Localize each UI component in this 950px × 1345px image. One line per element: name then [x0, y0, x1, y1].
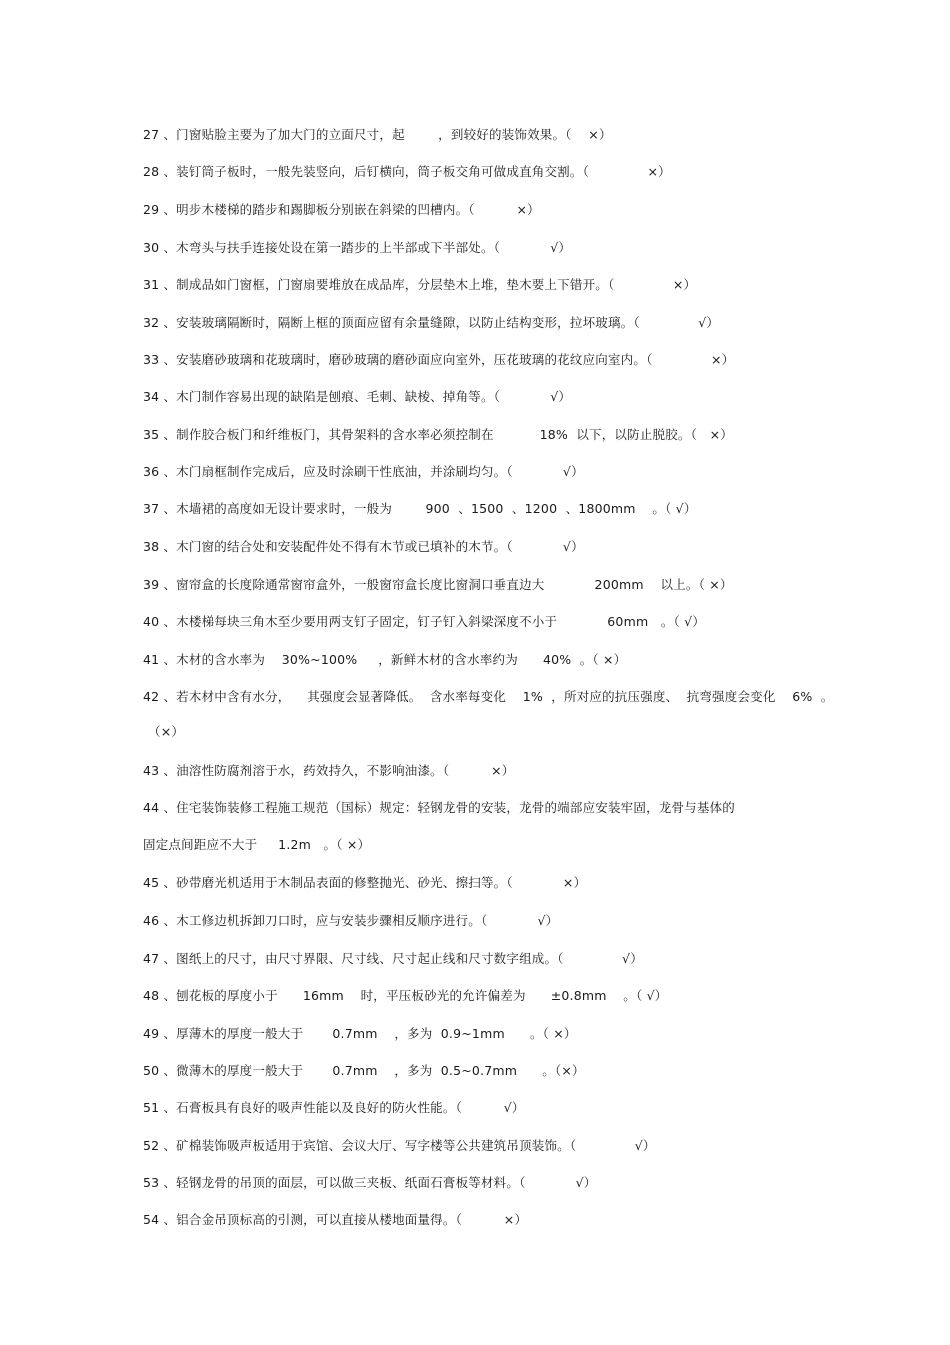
question-27: 27 、门窗贴脸主要为了加大门的立面尺寸，起 ，到较好的装饰效果。（ ×）: [143, 127, 612, 142]
question-54: 54 、铝合金吊顶标高的引测，可以直接从楼地面量得。（ ×）: [143, 1212, 528, 1227]
question-51: 51 、石膏板具有良好的吸声性能以及良好的防火性能。（ √）: [143, 1100, 525, 1115]
question-47: 47 、图纸上的尺寸，由尺寸界限、尺寸线、尺寸起止线和尺寸数字组成。（ √）: [143, 951, 643, 966]
question-28: 28 、装钉筒子板时，一般先装竖向，后钉横向，筒子板交角可做成直角交割。（ ×）: [143, 164, 671, 179]
question-36: 36 、木门扇框制作完成后，应及时涂刷干性底油，并涂刷均匀。（ √）: [143, 464, 584, 479]
question-30: 30 、木弯头与扶手连接处设在第一踏步的上半部或下半部处。（ √）: [143, 240, 572, 255]
question-52: 52 、矿棉装饰吸声板适用于宾馆、会议大厅、写字楼等公共建筑吊顶装饰。（ √）: [143, 1138, 656, 1153]
question-34: 34 、木门制作容易出现的缺陷是刨痕、毛刺、缺棱、掉角等。（ √）: [143, 389, 572, 404]
question-40: 40 、木楼梯每块三角木至少要用两支钉子固定，钉子钉入斜梁深度不小于 60mm 。（ √）: [143, 614, 706, 629]
question-43: 43 、油溶性防腐剂溶于水，药效持久，不影响油漆。（ ×）: [143, 763, 515, 778]
question-44: 44 、住宅装饰装修工程施工规范（国标）规定：轻钢龙骨的安装，龙骨的端部应安装牢固，龙骨与基体的: [143, 800, 735, 815]
question-32: 32 、安装玻璃隔断时，隔断上框的顶面应留有余量缝隙，以防止结构变形，拉坏玻璃。（ √）: [143, 315, 720, 330]
question-41: 41 、木材的含水率为 30%~100% ，新鲜木材的含水率约为 40% 。（ ×）: [143, 652, 627, 667]
question-46: 46 、木工修边机拆卸刀口时，应与安装步骤相反顺序进行。（ √）: [143, 913, 559, 928]
question-35: 35 、制作胶合板门和纤维板门，其骨架料的含水率必须控制在 18% 以下，以防止脱胶。（ ×）: [143, 427, 733, 442]
question-42-answer: （×）: [148, 724, 185, 739]
question-31: 31 、制成品如门窗框，门窗扇要堆放在成品库，分层垫木上堆，垫木要上下错开。（ ×）: [143, 277, 697, 292]
question-39: 39 、窗帘盒的长度除通常窗帘盒外，一般窗帘盒长度比窗洞口垂直边大 200mm 以上。（ ×）: [143, 577, 733, 592]
question-29: 29 、明步木楼梯的踏步和踢脚板分别嵌在斜梁的凹槽内。（ ×）: [143, 202, 540, 217]
question-37: 37 、木墙裙的高度如无设计要求时，一般为 900 、1500 、1200 、1800mm 。（ √）: [143, 501, 697, 516]
question-44-continued: 固定点间距应不大于 1.2m 。（ ×）: [143, 837, 371, 852]
question-38: 38 、木门窗的结合处和安装配件处不得有木节或已填补的木节。（ √）: [143, 539, 584, 554]
question-49: 49 、厚薄木的厚度一般大于 0.7mm ，多为 0.9~1mm 。（ ×）: [143, 1026, 577, 1041]
question-53: 53 、轻钢龙骨的吊顶的面层，可以做三夹板、纸面石膏板等材料。（ √）: [143, 1175, 597, 1190]
question-45: 45 、砂带磨光机适用于木制品表面的修整抛光、砂光、擦扫等。（ ×）: [143, 875, 587, 890]
question-50: 50 、微薄木的厚度一般大于 0.7mm ，多为 0.5~0.7mm 。（×）: [143, 1063, 585, 1078]
question-33: 33 、安装磨砂玻璃和花玻璃时，磨砂玻璃的磨砂面应向室外，压花玻璃的花纹应向室内。（ ×）: [143, 352, 735, 367]
question-48: 48 、刨花板的厚度小于 16mm 时，平压板砂光的允许偏差为 ±0.8mm 。（ √）: [143, 988, 668, 1003]
question-42: 42 、若木材中含有水分， 其强度会显著降低。 含水率每变化 1% ，所对应的抗压强度、 抗弯强度会变化 6% 。: [143, 689, 834, 704]
